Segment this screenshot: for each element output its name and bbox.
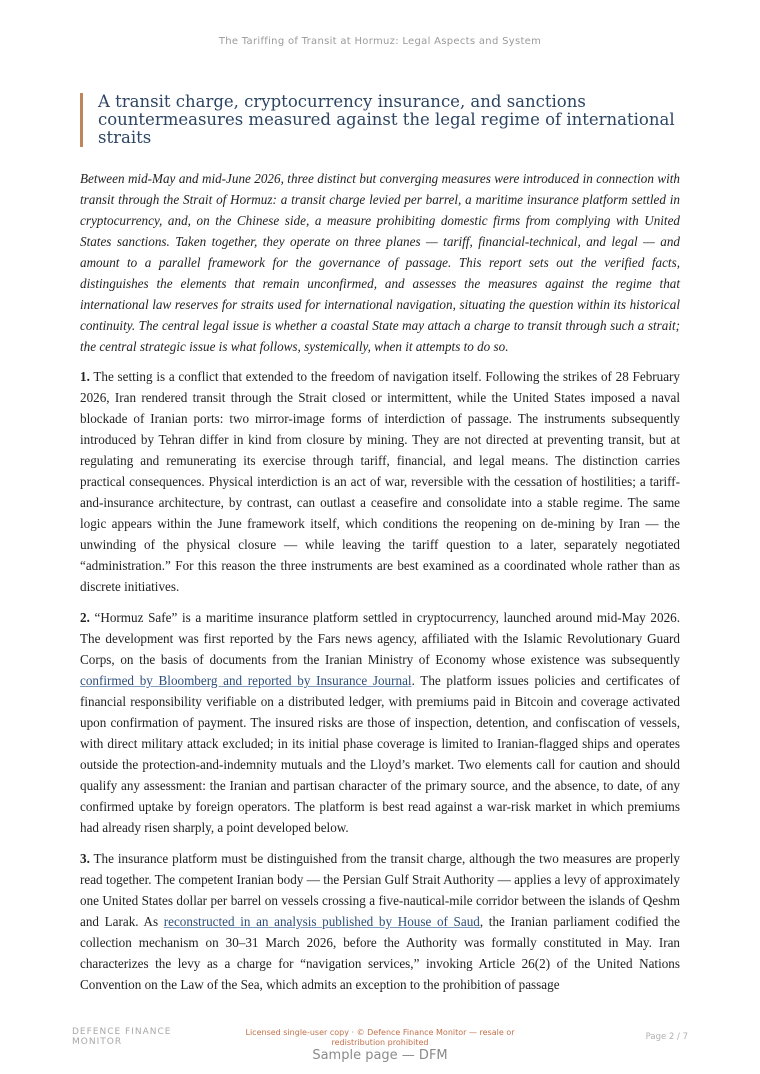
paragraph-text: The insurance platform must be distinguished from the transit charge, although the two measures are properly read together. The competent Iranian body — the Persian Gulf Strait Authority — applies a levy of approximately one United States dollar per barrel on vessels crossing a five-nautical-mile corridor between the islands of Qeshm and Larak. As: [80, 851, 680, 929]
paragraph-number: 3.: [80, 851, 90, 866]
paragraph-text: “Hormuz Safe” is a maritime insurance platform settled in cryptocurrency, launched around mid-May 2026. The development was first reported by the Fars news agency, affiliated with the Islamic Revolutionary Guard Corps, on the basis of documents from the Iranian Ministry of Economy whose existence was subsequently: [80, 610, 680, 667]
publisher-mark: [72, 1027, 171, 1047]
paragraph-1: [80, 366, 680, 597]
paragraph-text: , the Iranian parliament codified the collection mechanism on 30–31 March 2026, before the Authority was formally constituted in May. Iran characterizes the levy as a charge for “navigation services,” invoking Article 26(2) of the United Nations Convention on the Law of the Sea, which admits an exception to the prohibition of passage: [80, 914, 680, 992]
article-title: A transit charge, cryptocurrency insurance, and sanctions countermeasures measured against the legal regime of international straits: [98, 92, 675, 147]
sample-label: Sample page — DFM: [312, 1048, 448, 1063]
publisher-line: MONITOR: [72, 1037, 123, 1047]
paragraph-text: . The platform issues policies and certificates of financial responsibility verifiable on a distributed ledger, with premiums paid in Bitcoin and coverage activated upon confirmation of payment. The insured risks are those of inspection, detention, and confiscation of vessels, with direct military attack excluded; in its initial phase coverage is limited to Iranian-flagged ships and operates outside the protection-and-indemnity mutuals and the Lloyd’s market. Two elements call for caution and should qualify any assessment: the Iranian and partisan character of the primary source, and the absence, to date, of any confirmed uptake by foreign operators. The platform is best read against a war-risk market in which premiums had already risen sharply, a point developed below.: [80, 673, 680, 835]
abstract-paragraph: Between mid-May and mid-June 2026, three distinct but converging measures were introduced in connection with transit through the Strait of Hormuz: a transit charge levied per barrel, a maritime insurance platform settled in cryptocurrency, and, on the Chinese side, a measure prohibiting domestic firms from complying with United States sanctions. Taken together, they operate on three planes — tariff, financial-technical, and legal — and amount to a parallel framework for the governance of passage. This report sets out the verified facts, distinguishes the elements that remain unconfirmed, and assesses the measures against the regime that international law reserves for straits used for international navigation, situating the question within its historical continuity. The central legal issue is whether a coastal State may attach a charge to transit through such a strait; the central strategic issue is what follows, systemically, when it attempts to do so.: [80, 171, 680, 354]
house-of-saud-link[interactable]: reconstructed in an analysis published by House of Saud: [163, 914, 480, 929]
title-block: [80, 93, 680, 147]
paragraph-number: 1.: [80, 369, 90, 384]
paragraph-3: [80, 848, 680, 995]
paragraph-number: 2.: [80, 610, 90, 625]
paragraph-text: The setting is a conflict that extended to the freedom of navigation itself. Following the strikes of 28 February 2026, Iran rendered transit through the Strait closed or intermittent, while the United States imposed a naval blockade of Iranian ports: two mirror-image forms of interdiction of passage. The instruments subsequently introduced by Tehran differ in kind from closure by mining. They are not directed at preventing transit, but at regulating and remunerating its exercise through tariff, financial, and legal means. The distinction carries practical consequences. Physical interdiction is an act of war, reversible with the cessation of hostilities; a tariff-and-insurance architecture, by contrast, can outlast a ceasefire and consolidate into a stable regime. The same logic appears within the June framework itself, which conditions the reopening on de-mining by Iran — the unwinding of the physical closure — while leaving the tariff question to a later, separately negotiated “administration.” For this reason the three instruments are best examined as a coordinated whole rather than as discrete initiatives.: [80, 369, 680, 594]
article-body: [80, 168, 680, 1005]
publisher-line: DEFENCE FINANCE: [72, 1027, 172, 1037]
paragraph-2: [80, 607, 680, 838]
running-header: The Tariffing of Transit at Hormuz: Legal Aspects and System: [218, 36, 542, 47]
page-number: Page 2 / 7: [645, 1032, 688, 1042]
bloomberg-link[interactable]: confirmed by Bloomberg and reported by Insurance Journal: [80, 673, 412, 688]
license-notice: Licensed single-user copy · © Defence Finance Monitor — resale or redistribution prohibited: [245, 1028, 515, 1047]
